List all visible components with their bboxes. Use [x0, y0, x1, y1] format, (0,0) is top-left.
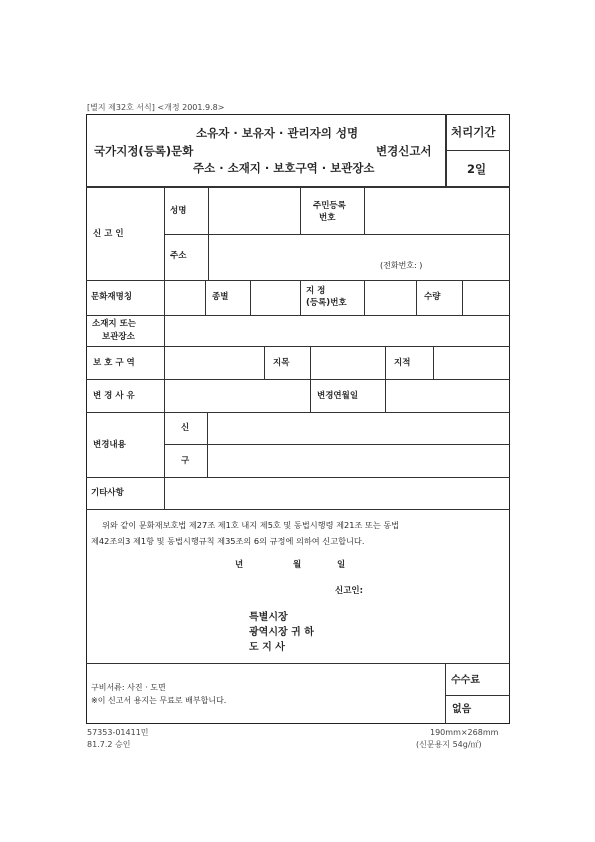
heritage-type-label: 종별 — [212, 292, 229, 302]
paper-type: (신문용지 54g/㎡) — [416, 740, 482, 749]
divider — [86, 379, 510, 380]
change-date-label: 변경연월일 — [317, 391, 359, 401]
rrn-label-line-1: 주민등록 — [313, 201, 346, 211]
land-category-label: 지목 — [273, 358, 290, 368]
processing-period-label: 처리기간 — [451, 125, 496, 139]
fee-label: 수수료 — [451, 675, 480, 686]
location-label-line-1: 소재지 또는 — [92, 319, 137, 329]
divider — [164, 346, 165, 379]
divider — [300, 280, 301, 315]
name-field[interactable] — [210, 189, 298, 232]
divider — [462, 280, 463, 315]
divider — [310, 346, 311, 379]
change-content-label: 변경내용 — [93, 440, 126, 450]
divider — [445, 663, 446, 724]
recipient-line-3: 도 지 사 — [249, 642, 285, 653]
phone-text: (전화번호: ) — [380, 261, 423, 270]
processing-period-value: 2일 — [467, 162, 487, 176]
form-code: 57353-01411민 — [87, 728, 149, 737]
address-label: 주소 — [170, 251, 187, 261]
divider — [86, 346, 510, 347]
divider — [86, 315, 510, 316]
attachments-text: 구비서류: 사진 · 도면 — [91, 683, 166, 692]
divider — [86, 477, 510, 478]
location-label-line-2: 보관장소 — [102, 332, 135, 342]
divider — [385, 379, 386, 412]
divider — [207, 412, 208, 477]
divider — [250, 280, 251, 315]
divider — [445, 150, 510, 151]
divider — [385, 346, 386, 379]
divider — [445, 695, 510, 696]
month-label: 월 — [293, 560, 302, 570]
title-line-1: 소유자 · 보유자 · 관리자의 성명 — [196, 126, 359, 140]
designation-number-label-line-2: (등록)번호 — [306, 298, 347, 308]
rrn-field[interactable] — [366, 189, 508, 232]
heritage-name-label: 문화재명칭 — [91, 292, 133, 302]
divider — [433, 346, 434, 379]
divider — [164, 234, 510, 235]
recipient-line-1: 특별시장 — [249, 612, 288, 623]
paper-size: 190mm×268mm — [430, 728, 499, 737]
change-new-label: 신 — [181, 423, 190, 433]
divider — [205, 280, 206, 315]
change-reason-label: 변 경 사 유 — [93, 391, 135, 401]
other-label: 기타사항 — [91, 488, 124, 498]
title-line-2-left: 국가지정(등록)문화 — [94, 144, 194, 158]
protection-zone-label: 보 호 구 역 — [93, 358, 135, 368]
title-line-2-right: 변경신고서 — [376, 144, 432, 158]
distribution-note: ※이 신고서 용지는 무료로 배부합니다. — [91, 696, 227, 705]
fee-value: 없음 — [452, 704, 472, 715]
divider — [264, 346, 265, 379]
divider — [86, 509, 510, 510]
rrn-label-line-2: 번호 — [319, 213, 336, 223]
year-label: 년 — [235, 560, 244, 570]
divider — [364, 187, 365, 234]
divider — [300, 187, 301, 234]
recipient-line-2: 광역시장 귀 하 — [249, 627, 314, 638]
divider — [208, 187, 209, 281]
divider — [164, 379, 165, 412]
form-reference: [별지 제32호 서식] <개정 2001.9.8> — [87, 103, 225, 112]
title-line-3: 주소 · 소재지 · 보호구역 · 보관장소 — [193, 161, 375, 175]
approval-date: 81.7.2 승인 — [87, 740, 131, 749]
divider — [364, 280, 365, 315]
divider — [164, 280, 165, 315]
divider — [164, 412, 165, 477]
declaration-line-2: 제42조의3 제1항 및 동법시행규칙 제35조의 6의 규정에 의하여 신고합니다. — [91, 536, 365, 546]
divider — [164, 477, 165, 509]
address-field[interactable] — [210, 236, 508, 258]
designation-number-label-line-1: 지 정 — [306, 286, 326, 296]
day-label: 일 — [337, 560, 346, 570]
divider — [416, 280, 417, 315]
change-old-label: 구 — [181, 456, 190, 466]
divider — [86, 663, 510, 664]
name-label: 성명 — [170, 206, 187, 216]
declaration-line-1: 위와 같이 문화재보호법 제27조 제1호 내지 제5호 및 동법시행령 제21조 또는 동법 — [102, 520, 400, 530]
reporter-section-label: 신 고 인 — [93, 229, 124, 239]
reporter-signature-label: 신고인: — [335, 586, 364, 596]
divider — [86, 412, 510, 413]
divider — [164, 315, 165, 346]
divider — [164, 444, 510, 445]
divider — [86, 280, 510, 281]
divider — [310, 379, 311, 412]
quantity-label: 수량 — [424, 292, 441, 302]
land-area-label: 지적 — [394, 358, 411, 368]
